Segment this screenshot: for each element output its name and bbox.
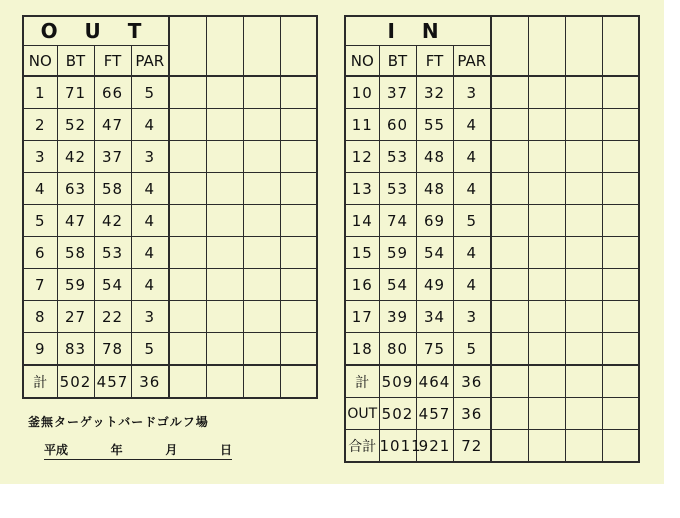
table-row: [23, 301, 317, 333]
hole-blank-cell[interactable]: [491, 109, 528, 141]
hole-bt-cell: 37: [379, 76, 416, 109]
hole-bt-cell: 80: [379, 333, 416, 366]
table-row: [345, 301, 639, 333]
hole-par-cell: 4: [131, 269, 169, 301]
out-summary-par-cell: 36: [453, 398, 491, 430]
hole-blank-cell[interactable]: [243, 109, 280, 141]
hole-no-cell: 13: [345, 173, 379, 205]
hole-blank-cell[interactable]: [280, 173, 317, 205]
hole-blank-cell[interactable]: [280, 237, 317, 269]
total-row: [345, 365, 639, 398]
hole-blank-cell[interactable]: [565, 141, 602, 173]
hole-blank-cell[interactable]: [602, 333, 639, 366]
hole-par-cell: 4: [453, 109, 491, 141]
total-no-cell: 計: [23, 365, 57, 398]
hole-blank-cell[interactable]: [206, 76, 243, 109]
hole-blank-cell[interactable]: [565, 173, 602, 205]
hole-blank-cell[interactable]: [169, 109, 206, 141]
hole-blank-cell[interactable]: [528, 109, 565, 141]
hole-no-cell: 14: [345, 205, 379, 237]
hole-blank-cell[interactable]: [169, 141, 206, 173]
hole-blank-cell[interactable]: [280, 269, 317, 301]
table-row: [345, 205, 639, 237]
hole-blank-cell[interactable]: [491, 173, 528, 205]
hole-ft-cell: 58: [94, 173, 131, 205]
hole-no-cell: 1: [23, 76, 57, 109]
hole-blank-cell[interactable]: [565, 205, 602, 237]
hole-par-cell: 4: [453, 237, 491, 269]
hole-no-cell: 7: [23, 269, 57, 301]
hole-blank-cell[interactable]: [602, 269, 639, 301]
hole-blank-cell[interactable]: [169, 333, 206, 366]
hole-no-cell: 2: [23, 109, 57, 141]
date-day: 日: [219, 443, 232, 457]
total-blank-cell[interactable]: [280, 365, 317, 398]
hole-no-cell: 18: [345, 333, 379, 366]
out-summary-blank-cell[interactable]: [491, 398, 528, 430]
out-header-ft: FT: [94, 46, 131, 77]
hole-ft-cell: 32: [416, 76, 453, 109]
hole-bt-cell: 63: [57, 173, 94, 205]
grand-total-row: [345, 430, 639, 463]
hole-par-cell: 5: [131, 76, 169, 109]
hole-par-cell: 5: [453, 205, 491, 237]
hole-blank-cell[interactable]: [169, 269, 206, 301]
out-summary-blank-cell[interactable]: [528, 398, 565, 430]
hole-blank-cell[interactable]: [491, 76, 528, 109]
hole-blank-cell[interactable]: [565, 333, 602, 366]
total-blank-cell[interactable]: [491, 365, 528, 398]
hole-ft-cell: 48: [416, 141, 453, 173]
table-row: [23, 173, 317, 205]
hole-no-cell: 9: [23, 333, 57, 366]
hole-no-cell: 12: [345, 141, 379, 173]
table-row: [23, 333, 317, 366]
hole-bt-cell: 42: [57, 141, 94, 173]
in-header-blank-cell[interactable]: [491, 16, 528, 76]
hole-bt-cell: 74: [379, 205, 416, 237]
hole-no-cell: 17: [345, 301, 379, 333]
out-summary-row: [345, 398, 639, 430]
hole-blank-cell[interactable]: [280, 205, 317, 237]
hole-no-cell: 16: [345, 269, 379, 301]
total-blank-cell[interactable]: [565, 365, 602, 398]
hole-blank-cell[interactable]: [243, 205, 280, 237]
grand-total-ft-cell: 921: [416, 430, 453, 463]
hole-blank-cell[interactable]: [280, 141, 317, 173]
out-summary-bt-cell: 502: [379, 398, 416, 430]
table-row: [345, 76, 639, 109]
hole-blank-cell[interactable]: [206, 109, 243, 141]
total-blank-cell[interactable]: [243, 365, 280, 398]
hole-no-cell: 8: [23, 301, 57, 333]
total-row: [23, 365, 317, 398]
out-summary-blank-cell[interactable]: [602, 398, 639, 430]
hole-bt-cell: 52: [57, 109, 94, 141]
out-header-blank-cell[interactable]: [280, 16, 317, 76]
out-header-no: NO: [23, 46, 57, 77]
grand-total-blank-cell[interactable]: [528, 430, 565, 463]
hole-ft-cell: 54: [416, 237, 453, 269]
hole-blank-cell[interactable]: [491, 237, 528, 269]
out-summary-blank-cell[interactable]: [565, 398, 602, 430]
course-name: 釜無ターゲットバードゴルフ場: [28, 415, 209, 429]
hole-blank-cell[interactable]: [206, 205, 243, 237]
in-header-blank-cell[interactable]: [528, 16, 565, 76]
hole-blank-cell[interactable]: [243, 76, 280, 109]
hole-bt-cell: 58: [57, 237, 94, 269]
hole-ft-cell: 75: [416, 333, 453, 366]
hole-bt-cell: 83: [57, 333, 94, 366]
hole-no-cell: 3: [23, 141, 57, 173]
table-row: [345, 237, 639, 269]
hole-blank-cell[interactable]: [565, 76, 602, 109]
hole-blank-cell[interactable]: [169, 301, 206, 333]
hole-blank-cell[interactable]: [280, 109, 317, 141]
hole-blank-cell[interactable]: [280, 76, 317, 109]
in-score-table: [344, 15, 640, 463]
total-bt-cell: 509: [379, 365, 416, 398]
hole-blank-cell[interactable]: [528, 237, 565, 269]
hole-blank-cell[interactable]: [602, 76, 639, 109]
total-blank-cell[interactable]: [206, 365, 243, 398]
hole-no-cell: 6: [23, 237, 57, 269]
hole-blank-cell[interactable]: [491, 301, 528, 333]
out-header-blank-cell[interactable]: [206, 16, 243, 76]
hole-blank-cell[interactable]: [491, 141, 528, 173]
hole-bt-cell: 53: [379, 141, 416, 173]
hole-blank-cell[interactable]: [491, 269, 528, 301]
hole-ft-cell: 66: [94, 76, 131, 109]
hole-blank-cell[interactable]: [565, 269, 602, 301]
hole-blank-cell[interactable]: [528, 141, 565, 173]
hole-blank-cell[interactable]: [528, 173, 565, 205]
total-ft-cell: 464: [416, 365, 453, 398]
out-header-par: PAR: [131, 46, 169, 77]
hole-par-cell: 4: [453, 141, 491, 173]
total-ft-cell: 457: [94, 365, 131, 398]
hole-blank-cell[interactable]: [602, 205, 639, 237]
hole-blank-cell[interactable]: [169, 205, 206, 237]
hole-blank-cell[interactable]: [243, 333, 280, 366]
table-row: [23, 141, 317, 173]
hole-blank-cell[interactable]: [602, 237, 639, 269]
hole-ft-cell: 48: [416, 173, 453, 205]
hole-par-cell: 5: [453, 333, 491, 366]
hole-blank-cell[interactable]: [243, 301, 280, 333]
hole-blank-cell[interactable]: [206, 269, 243, 301]
hole-ft-cell: 69: [416, 205, 453, 237]
hole-bt-cell: 39: [379, 301, 416, 333]
table-row: [345, 269, 639, 301]
table-row: [345, 109, 639, 141]
in-title-row: [345, 16, 639, 46]
grand-total-blank-cell[interactable]: [602, 430, 639, 463]
hole-ft-cell: 78: [94, 333, 131, 366]
hole-blank-cell[interactable]: [491, 205, 528, 237]
table-row: [23, 205, 317, 237]
hole-blank-cell[interactable]: [243, 269, 280, 301]
hole-ft-cell: 34: [416, 301, 453, 333]
hole-par-cell: 4: [131, 205, 169, 237]
grand-total-par-cell: 72: [453, 430, 491, 463]
table-row: [23, 237, 317, 269]
hole-blank-cell[interactable]: [528, 205, 565, 237]
hole-blank-cell[interactable]: [169, 173, 206, 205]
in-header-no: NO: [345, 46, 379, 77]
hole-blank-cell[interactable]: [169, 76, 206, 109]
table-row: [345, 173, 639, 205]
hole-blank-cell[interactable]: [206, 141, 243, 173]
hole-blank-cell[interactable]: [280, 333, 317, 366]
hole-blank-cell[interactable]: [169, 237, 206, 269]
table-row: [23, 76, 317, 109]
total-blank-cell[interactable]: [169, 365, 206, 398]
out-title: O U T: [23, 16, 169, 46]
hole-no-cell: 5: [23, 205, 57, 237]
grand-total-blank-cell[interactable]: [565, 430, 602, 463]
in-header-par: PAR: [453, 46, 491, 77]
out-title-row: [23, 16, 317, 46]
total-par-cell: 36: [453, 365, 491, 398]
hole-blank-cell[interactable]: [243, 237, 280, 269]
out-summary-ft-cell: 457: [416, 398, 453, 430]
hole-blank-cell[interactable]: [565, 301, 602, 333]
hole-bt-cell: 71: [57, 76, 94, 109]
hole-blank-cell[interactable]: [206, 237, 243, 269]
in-header-ft: FT: [416, 46, 453, 77]
out-score-table: [22, 15, 318, 399]
hole-blank-cell[interactable]: [243, 141, 280, 173]
total-bt-cell: 502: [57, 365, 94, 398]
in-title: I N: [345, 16, 491, 46]
hole-ft-cell: 37: [94, 141, 131, 173]
hole-blank-cell[interactable]: [602, 173, 639, 205]
hole-par-cell: 4: [453, 173, 491, 205]
total-blank-cell[interactable]: [602, 365, 639, 398]
table-row: [345, 333, 639, 366]
hole-blank-cell[interactable]: [602, 141, 639, 173]
table-row: [345, 141, 639, 173]
table-row: [23, 109, 317, 141]
hole-blank-cell[interactable]: [602, 109, 639, 141]
out-header-blank-cell[interactable]: [243, 16, 280, 76]
in-header-blank-cell[interactable]: [602, 16, 639, 76]
hole-bt-cell: 47: [57, 205, 94, 237]
in-header-bt: BT: [379, 46, 416, 77]
hole-bt-cell: 53: [379, 173, 416, 205]
date-month: 月: [165, 443, 178, 457]
hole-ft-cell: 22: [94, 301, 131, 333]
hole-no-cell: 11: [345, 109, 379, 141]
hole-ft-cell: 54: [94, 269, 131, 301]
hole-par-cell: 3: [131, 141, 169, 173]
hole-bt-cell: 60: [379, 109, 416, 141]
hole-blank-cell[interactable]: [528, 76, 565, 109]
hole-blank-cell[interactable]: [528, 269, 565, 301]
total-par-cell: 36: [131, 365, 169, 398]
total-blank-cell[interactable]: [528, 365, 565, 398]
hole-ft-cell: 55: [416, 109, 453, 141]
hole-blank-cell[interactable]: [528, 301, 565, 333]
grand-total-blank-cell[interactable]: [491, 430, 528, 463]
in-header-blank-cell[interactable]: [565, 16, 602, 76]
out-summary-no-cell: OUT: [345, 398, 379, 430]
date-year: 年: [110, 443, 123, 457]
date-line: [44, 441, 232, 460]
hole-no-cell: 10: [345, 76, 379, 109]
out-header-bt: BT: [57, 46, 94, 77]
total-no-cell: 計: [345, 365, 379, 398]
grand-total-bt-cell: 1011: [379, 430, 416, 463]
hole-blank-cell[interactable]: [206, 333, 243, 366]
hole-par-cell: 3: [131, 301, 169, 333]
hole-par-cell: 5: [131, 333, 169, 366]
hole-no-cell: 15: [345, 237, 379, 269]
hole-par-cell: 4: [131, 237, 169, 269]
hole-ft-cell: 47: [94, 109, 131, 141]
out-header-blank-cell[interactable]: [169, 16, 206, 76]
hole-ft-cell: 42: [94, 205, 131, 237]
hole-ft-cell: 53: [94, 237, 131, 269]
hole-blank-cell[interactable]: [565, 237, 602, 269]
hole-blank-cell[interactable]: [206, 173, 243, 205]
hole-bt-cell: 59: [379, 237, 416, 269]
hole-blank-cell[interactable]: [280, 301, 317, 333]
hole-blank-cell[interactable]: [602, 301, 639, 333]
grand-total-no-cell: 合計: [345, 430, 379, 463]
hole-blank-cell[interactable]: [565, 109, 602, 141]
date-era: 平成: [44, 443, 69, 457]
hole-blank-cell[interactable]: [206, 301, 243, 333]
hole-no-cell: 4: [23, 173, 57, 205]
hole-blank-cell[interactable]: [528, 333, 565, 366]
hole-par-cell: 3: [453, 76, 491, 109]
hole-blank-cell[interactable]: [243, 173, 280, 205]
hole-blank-cell[interactable]: [491, 333, 528, 366]
hole-par-cell: 4: [453, 269, 491, 301]
hole-bt-cell: 59: [57, 269, 94, 301]
table-row: [23, 269, 317, 301]
hole-bt-cell: 27: [57, 301, 94, 333]
hole-par-cell: 3: [453, 301, 491, 333]
hole-par-cell: 4: [131, 109, 169, 141]
hole-par-cell: 4: [131, 173, 169, 205]
hole-bt-cell: 54: [379, 269, 416, 301]
hole-ft-cell: 49: [416, 269, 453, 301]
